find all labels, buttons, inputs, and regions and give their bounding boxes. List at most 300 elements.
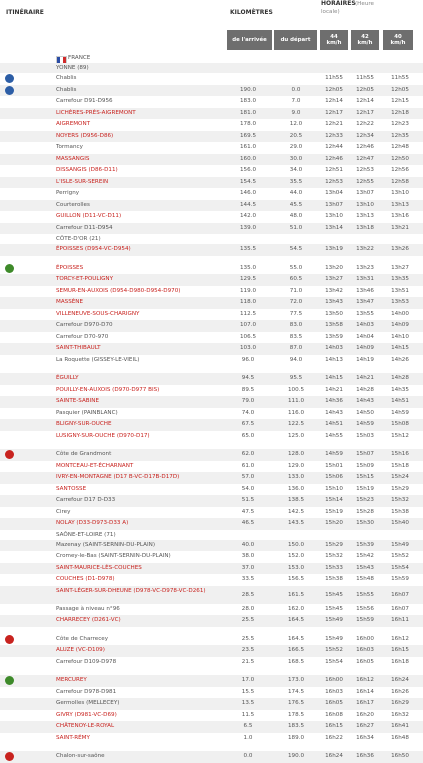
table-row: [0, 657, 423, 669]
time-42kmh: 16h05: [356, 658, 374, 665]
time-42kmh: 15h48: [356, 576, 374, 582]
place-name: SAINT-RÉMY: [56, 734, 90, 741]
itinerary-header: ITINÉRAIRE: [6, 9, 44, 16]
place-name: SAINT-LÉGER-SUR-DHEUNE (D978-VC-D978-VC-D261): [56, 587, 206, 594]
place-name: MERCUREY: [56, 677, 87, 683]
km-from-departure: 189.0: [287, 734, 304, 741]
km-from-departure: 164.5: [287, 635, 304, 642]
table-header: [0, 0, 423, 52]
place-name: SAINT-MAURICE-LÈS-COUCHES: [56, 564, 142, 571]
place-name: TORCY-ET-POULIGNY: [56, 276, 114, 282]
place-name: Cromey-le-Bas (SAINT-SERNIN-DU-PLAIN): [56, 553, 171, 559]
place-name: GIVRY (D981-VC-D69): [56, 711, 117, 718]
km-from-arrival: 25.5: [241, 617, 255, 623]
km-from-arrival: 103.0: [239, 345, 256, 351]
time-42kmh: 16h20: [356, 711, 374, 718]
place-name: L'ISLE-SUR-SEREIN: [56, 178, 109, 185]
km-from-departure: 83.5: [289, 333, 303, 340]
km-from-arrival: 33.5: [241, 576, 255, 582]
table-row: [0, 710, 423, 722]
table-row: [0, 408, 423, 420]
km-from-departure: 129.0: [287, 462, 304, 469]
time-44kmh: 15h32: [325, 553, 343, 559]
time-40kmh: 12h58: [391, 178, 409, 185]
time-44kmh: 12h17: [325, 109, 343, 116]
table-row: [0, 355, 423, 367]
km-from-departure: 178.5: [287, 711, 304, 718]
time-40kmh: 13h10: [391, 190, 409, 196]
km-from-arrival: 183.0: [239, 98, 256, 104]
time-40kmh: 15h12: [391, 432, 409, 439]
time-40kmh: 12h15: [391, 98, 409, 104]
table-row: [0, 574, 423, 586]
km-from-departure: 44.0: [289, 190, 303, 196]
time-40kmh: 16h32: [391, 711, 409, 718]
time-40kmh: 16h11: [391, 617, 409, 623]
time-44kmh: 16h22: [325, 734, 343, 741]
time-42kmh: 16h17: [356, 700, 374, 706]
km-from-arrival: 178.0: [239, 121, 256, 127]
time-44kmh: 14h15: [325, 375, 343, 381]
time-40kmh: 16h29: [391, 700, 409, 706]
km-from-arrival: 107.0: [239, 322, 256, 328]
time-40kmh: 16h50: [391, 753, 409, 759]
time-40kmh: 14h10: [391, 333, 409, 340]
km-from-arrival: 156.0: [239, 167, 256, 173]
speed-42-unit: km/h: [357, 40, 373, 46]
km-from-arrival: 46.5: [241, 520, 255, 526]
time-44kmh: 14h21: [325, 386, 343, 393]
time-42kmh: 13h13: [356, 213, 374, 219]
table-row: [0, 263, 423, 275]
time-42kmh: 15h30: [356, 520, 374, 526]
km-from-arrival: [225, 73, 271, 85]
km-from-arrival: 40.0: [241, 541, 255, 548]
place-name: Mazenay (SAINT-SERNIN-DU-PLAIN): [56, 541, 156, 548]
km-from-arrival: 135.0: [239, 264, 256, 271]
time-44kmh: 15h52: [325, 647, 343, 653]
time-42kmh: 14h21: [356, 375, 374, 381]
time-42kmh: 15h09: [356, 462, 374, 469]
time-40kmh: 15h29: [391, 485, 409, 492]
place-name: IVRY-EN-MONTAGNE (D17 B-VC-D17B-D17D): [56, 474, 180, 480]
section-label: CÔTE-D'OR (21): [56, 236, 101, 242]
climb-marker-icon: [5, 635, 14, 644]
place-name: Côte de Charrecey: [56, 635, 109, 642]
sprint-marker-icon: [5, 676, 14, 685]
km-from-departure: 138.5: [287, 497, 304, 503]
km-from-arrival: 17.0: [241, 677, 255, 683]
time-40kmh: 14h00: [391, 310, 409, 317]
km-from-arrival: 23.5: [241, 647, 255, 653]
place-name: Carrefour D70-970: [56, 333, 109, 340]
time-42kmh: 12h53: [356, 167, 374, 173]
time-42kmh: 13h31: [356, 276, 374, 282]
speed-42-label: 42: [361, 33, 369, 40]
place-name: CHÂTENOY-LE-ROYAL: [56, 723, 115, 729]
km-from-departure: 12.0: [289, 121, 303, 127]
km-from-arrival: 38.0: [241, 553, 255, 559]
time-40kmh: 12h56: [391, 167, 409, 173]
place-name: Tormancy: [56, 144, 83, 150]
time-40kmh: 13h51: [391, 287, 409, 294]
time-40kmh: 16h07: [391, 605, 409, 612]
time-40kmh: 16h12: [391, 635, 409, 642]
from-departure-label: du départ: [280, 36, 311, 43]
time-44kmh: 15h29: [325, 541, 343, 548]
time-44kmh: 16h15: [325, 723, 343, 729]
table-row: [0, 165, 423, 177]
table-row: [0, 200, 423, 212]
table-row: [0, 396, 423, 408]
time-40kmh: 16h26: [391, 688, 409, 695]
km-from-departure: 133.0: [287, 474, 304, 480]
place-name: Chalon-sur-saône: [56, 753, 105, 759]
km-from-arrival: 154.5: [239, 178, 256, 185]
km-from-departure: 142.5: [287, 508, 304, 515]
km-from-departure: 9.0: [291, 109, 301, 116]
time-42kmh: 15h19: [356, 485, 374, 492]
km-from-arrival: 47.5: [241, 508, 255, 515]
table-row: [0, 551, 423, 563]
table-row: [0, 472, 423, 484]
time-40kmh: 13h21: [391, 224, 409, 231]
table-row: [0, 563, 423, 575]
km-from-departure: 0.0: [291, 86, 301, 93]
km-from-departure: 111.0: [287, 398, 304, 404]
time-42kmh: 14h19: [356, 356, 374, 363]
km-from-departure: 168.5: [287, 658, 304, 665]
table-row: [0, 495, 423, 507]
time-44kmh: 14h55: [325, 432, 343, 439]
section-row: [0, 530, 423, 540]
table-row: [0, 604, 423, 616]
from-arrival-column-header: [227, 30, 272, 50]
time-40kmh: 11h55: [391, 75, 409, 81]
place-name: Carrefour D91-D956: [56, 98, 113, 104]
km-from-arrival: 79.0: [241, 398, 255, 404]
km-from-arrival: 169.5: [239, 132, 256, 139]
time-44kmh: 11h55: [325, 75, 343, 81]
place-name: POUILLY-EN-AUXOIS (D970-D977 BIS): [56, 386, 160, 393]
km-from-departure: 87.0: [289, 345, 303, 351]
km-from-departure: 48.0: [289, 213, 303, 219]
time-42kmh: 12h14: [356, 98, 374, 104]
time-44kmh: 14h59: [325, 451, 343, 457]
table-row: [0, 119, 423, 131]
time-44kmh: 16h24: [325, 753, 343, 759]
time-42kmh: 12h17: [356, 109, 374, 116]
time-42kmh: 12h22: [356, 121, 374, 127]
speed-44-column-header: [320, 30, 348, 50]
time-44kmh: 13h04: [325, 190, 343, 196]
section-label: FRANCE: [68, 55, 91, 61]
table-row: [0, 177, 423, 189]
time-42kmh: 13h10: [356, 201, 374, 208]
time-42kmh: 14h50: [356, 409, 374, 416]
time-40kmh: 12h23: [391, 121, 409, 127]
km-from-departure: 152.0: [287, 553, 304, 559]
time-44kmh: 13h42: [325, 287, 343, 294]
time-44kmh: 16h03: [325, 688, 343, 695]
time-42kmh: 14h59: [356, 421, 374, 427]
time-42kmh: 11h55: [356, 75, 374, 81]
hours-subtitle: (Heure: [355, 1, 374, 7]
time-40kmh: 13h27: [391, 264, 409, 271]
time-44kmh: 12h51: [325, 167, 343, 173]
km-from-departure: 71.0: [289, 287, 303, 294]
time-44kmh: 15h54: [325, 658, 343, 665]
time-42kmh: 16h12: [356, 677, 374, 683]
time-40kmh: 15h32: [391, 497, 409, 503]
time-44kmh: 15h45: [325, 591, 343, 598]
hours-subtitle-2: locale): [321, 9, 340, 15]
table-row: [0, 332, 423, 344]
km-from-arrival: 106.5: [239, 333, 256, 340]
speed-40-column-header: [383, 30, 413, 50]
time-44kmh: 12h05: [325, 86, 343, 93]
place-name: ALUZE (VC-D109): [56, 647, 105, 653]
km-header: KILOMÈTRES: [230, 9, 273, 16]
km-from-departure: 156.5: [287, 576, 304, 582]
km-from-departure: 55.0: [289, 264, 303, 271]
km-from-arrival: 13.5: [241, 700, 255, 706]
time-42kmh: 13h55: [356, 310, 374, 317]
place-name: DISSANGIS (D86-D11): [56, 167, 118, 173]
km-from-arrival: 96.0: [241, 356, 255, 363]
speed-44-unit: km/h: [326, 40, 342, 46]
time-40kmh: 12h18: [391, 109, 409, 116]
speed-40-label: 40: [394, 33, 402, 40]
place-name: La Roquette (GISSEY-LE-VIEIL): [56, 356, 140, 363]
time-42kmh: 16h36: [356, 753, 374, 759]
table-row: [0, 385, 423, 397]
km-from-departure: 116.0: [287, 409, 304, 416]
time-44kmh: 15h49: [325, 617, 343, 623]
time-40kmh: 14h51: [391, 398, 409, 404]
time-44kmh: 13h07: [325, 201, 343, 208]
km-from-arrival: 181.0: [239, 109, 256, 116]
time-44kmh: 13h27: [325, 276, 343, 282]
table-row: [0, 131, 423, 143]
time-42kmh: 12h34: [356, 132, 374, 139]
place-name: ÉPOISSES: [56, 264, 84, 271]
km-from-arrival: 135.5: [239, 246, 256, 252]
time-42kmh: 14h43: [356, 398, 374, 404]
time-42kmh: 16h27: [356, 723, 374, 729]
table-row: [0, 142, 423, 154]
km-from-departure: 95.5: [289, 375, 303, 381]
time-44kmh: 15h01: [325, 462, 343, 469]
place-name: GUILLON (D11-VC-D11): [56, 213, 122, 219]
km-from-arrival: 139.0: [239, 224, 256, 231]
time-42kmh: 15h07: [356, 451, 374, 457]
time-44kmh: 12h14: [325, 98, 343, 104]
place-name: Carrefour D970-D70: [56, 322, 113, 328]
time-44kmh: 14h13: [325, 356, 343, 363]
km-from-arrival: 28.0: [241, 605, 255, 612]
time-44kmh: 12h46: [325, 155, 343, 162]
time-44kmh: 14h43: [325, 409, 343, 416]
km-from-departure: 122.5: [287, 421, 304, 427]
section-row: [0, 53, 423, 63]
km-from-departure: 164.5: [287, 617, 304, 623]
time-40kmh: 15h49: [391, 541, 409, 548]
place-name: Carrefour D109-D978: [56, 658, 117, 665]
place-name: ÉGUILLY: [56, 375, 79, 381]
km-from-departure: 162.0: [287, 605, 304, 612]
time-44kmh: 12h21: [325, 121, 343, 127]
place-name: Passage à niveau n°96: [56, 605, 120, 612]
table-row: [0, 297, 423, 309]
time-42kmh: 12h55: [356, 178, 374, 185]
section-label: SAÔNE-ET-LOIRE (71): [56, 531, 116, 538]
time-42kmh: 16h03: [356, 647, 374, 653]
table-row: [0, 223, 423, 235]
km-from-arrival: 37.0: [241, 564, 255, 571]
table-row: [0, 634, 423, 646]
time-44kmh: 13h59: [325, 333, 343, 340]
speed-40-unit: km/h: [390, 40, 406, 46]
time-44kmh: 12h53: [325, 178, 343, 185]
time-42kmh: 15h42: [356, 553, 374, 559]
table-row: [0, 85, 423, 97]
km-from-arrival: 1.0: [243, 734, 253, 741]
place-name: VILLENEUVE-SOUS-CHARIGNY: [56, 310, 140, 317]
time-40kmh: 14h26: [391, 356, 409, 363]
time-42kmh: 16h34: [356, 734, 374, 741]
place-name: Pasquier (PAINBLANC): [56, 409, 118, 416]
time-42kmh: 15h43: [356, 564, 374, 571]
time-44kmh: 15h06: [325, 474, 343, 480]
time-40kmh: 16h48: [391, 734, 409, 741]
time-40kmh: 14h35: [391, 386, 409, 393]
time-42kmh: 15h15: [356, 474, 374, 480]
table-row: [0, 96, 423, 108]
table-row: [0, 449, 423, 461]
km-from-departure: 153.0: [287, 564, 304, 571]
time-42kmh: 16h00: [356, 635, 374, 642]
place-name: Chablis: [56, 86, 77, 93]
table-row: [0, 188, 423, 200]
time-40kmh: 15h54: [391, 564, 409, 571]
time-40kmh: 13h53: [391, 299, 409, 305]
section-row: [0, 63, 423, 73]
section-label: YONNE (89): [56, 65, 89, 71]
km-from-departure: 45.5: [289, 201, 303, 208]
km-from-arrival: 89.5: [241, 386, 255, 393]
table-row: [0, 343, 423, 355]
table-row: [0, 73, 423, 85]
time-40kmh: 14h15: [391, 345, 409, 351]
km-from-arrival: 190.0: [239, 86, 256, 93]
table-row: [0, 675, 423, 687]
km-from-departure: 125.0: [287, 432, 304, 439]
place-name: Carrefour D978-D981: [56, 688, 117, 695]
km-from-departure: 77.5: [289, 310, 303, 317]
time-44kmh: 15h38: [325, 576, 343, 582]
time-42kmh: 14h03: [356, 322, 374, 328]
table-row: [0, 721, 423, 733]
km-from-arrival: 144.5: [239, 201, 256, 208]
table-row: [0, 540, 423, 552]
place-name: Carrefour D11-D954: [56, 224, 113, 231]
table-row: [0, 484, 423, 496]
time-44kmh: 12h33: [325, 132, 343, 139]
section-row: [0, 234, 423, 244]
time-42kmh: 15h03: [356, 432, 374, 439]
table-row: [0, 645, 423, 657]
place-name: Côte de Grandmont: [56, 451, 112, 457]
km-from-departure: 100.5: [287, 386, 304, 393]
time-40kmh: 15h38: [391, 508, 409, 515]
table-row: [0, 274, 423, 286]
km-from-arrival: 129.5: [239, 276, 256, 282]
km-from-arrival: 119.0: [239, 287, 256, 294]
km-from-departure: 83.0: [289, 322, 303, 328]
time-42kmh: 13h22: [356, 246, 374, 252]
place-name: Chablis: [56, 75, 77, 81]
km-from-departure: 94.0: [289, 356, 303, 363]
km-from-departure: [275, 73, 317, 85]
climb-marker-icon: [5, 450, 14, 459]
time-44kmh: 16h05: [325, 700, 343, 706]
km-from-departure: 190.0: [287, 753, 304, 759]
place-name: LICHÈRES-PRÈS-AIGREMONT: [56, 109, 136, 116]
table-row: [0, 733, 423, 745]
km-from-arrival: 61.0: [241, 462, 255, 469]
time-42kmh: 12h46: [356, 144, 374, 150]
table-row: [0, 154, 423, 166]
place-name: ÉPOISSES (D954-VC-D954): [56, 246, 131, 252]
km-from-departure: 183.5: [287, 723, 304, 729]
time-40kmh: 15h08: [391, 421, 409, 427]
time-40kmh: 13h35: [391, 276, 409, 282]
km-from-arrival: 25.5: [241, 635, 255, 642]
time-40kmh: 16h24: [391, 677, 409, 683]
km-from-departure: 176.5: [287, 700, 304, 706]
time-44kmh: 15h20: [325, 520, 343, 526]
km-from-arrival: 15.5: [241, 688, 255, 695]
table-row: [0, 320, 423, 332]
time-42kmh: 13h47: [356, 299, 374, 305]
km-from-arrival: 57.0: [241, 474, 255, 480]
time-42kmh: 12h47: [356, 155, 374, 162]
km-from-arrival: 142.0: [239, 213, 256, 219]
km-from-arrival: 11.5: [241, 711, 255, 718]
km-from-arrival: 65.0: [241, 432, 255, 439]
time-42kmh: 13h18: [356, 224, 374, 231]
km-from-departure: 161.5: [287, 591, 304, 598]
place-name: MASSÈNE: [56, 299, 84, 305]
from-arrival-label: de l'arrivée: [232, 36, 267, 43]
time-40kmh: 12h35: [391, 132, 409, 139]
time-42kmh: 13h46: [356, 287, 374, 294]
hours-header: HORAIRES: [321, 0, 356, 7]
time-42kmh: 13h23: [356, 264, 374, 271]
time-42kmh: 12h05: [356, 86, 374, 93]
time-42kmh: 14h04: [356, 333, 374, 340]
climb-marker-icon: [5, 752, 14, 761]
km-from-departure: 29.0: [289, 144, 303, 150]
time-44kmh: 16h08: [325, 711, 343, 718]
time-40kmh: 14h28: [391, 375, 409, 381]
place-name: SAINT-THIBAULT: [56, 345, 101, 351]
km-from-arrival: 146.0: [239, 190, 256, 196]
table-row: [0, 373, 423, 385]
km-from-arrival: 54.0: [241, 485, 255, 492]
table-row: [0, 108, 423, 120]
